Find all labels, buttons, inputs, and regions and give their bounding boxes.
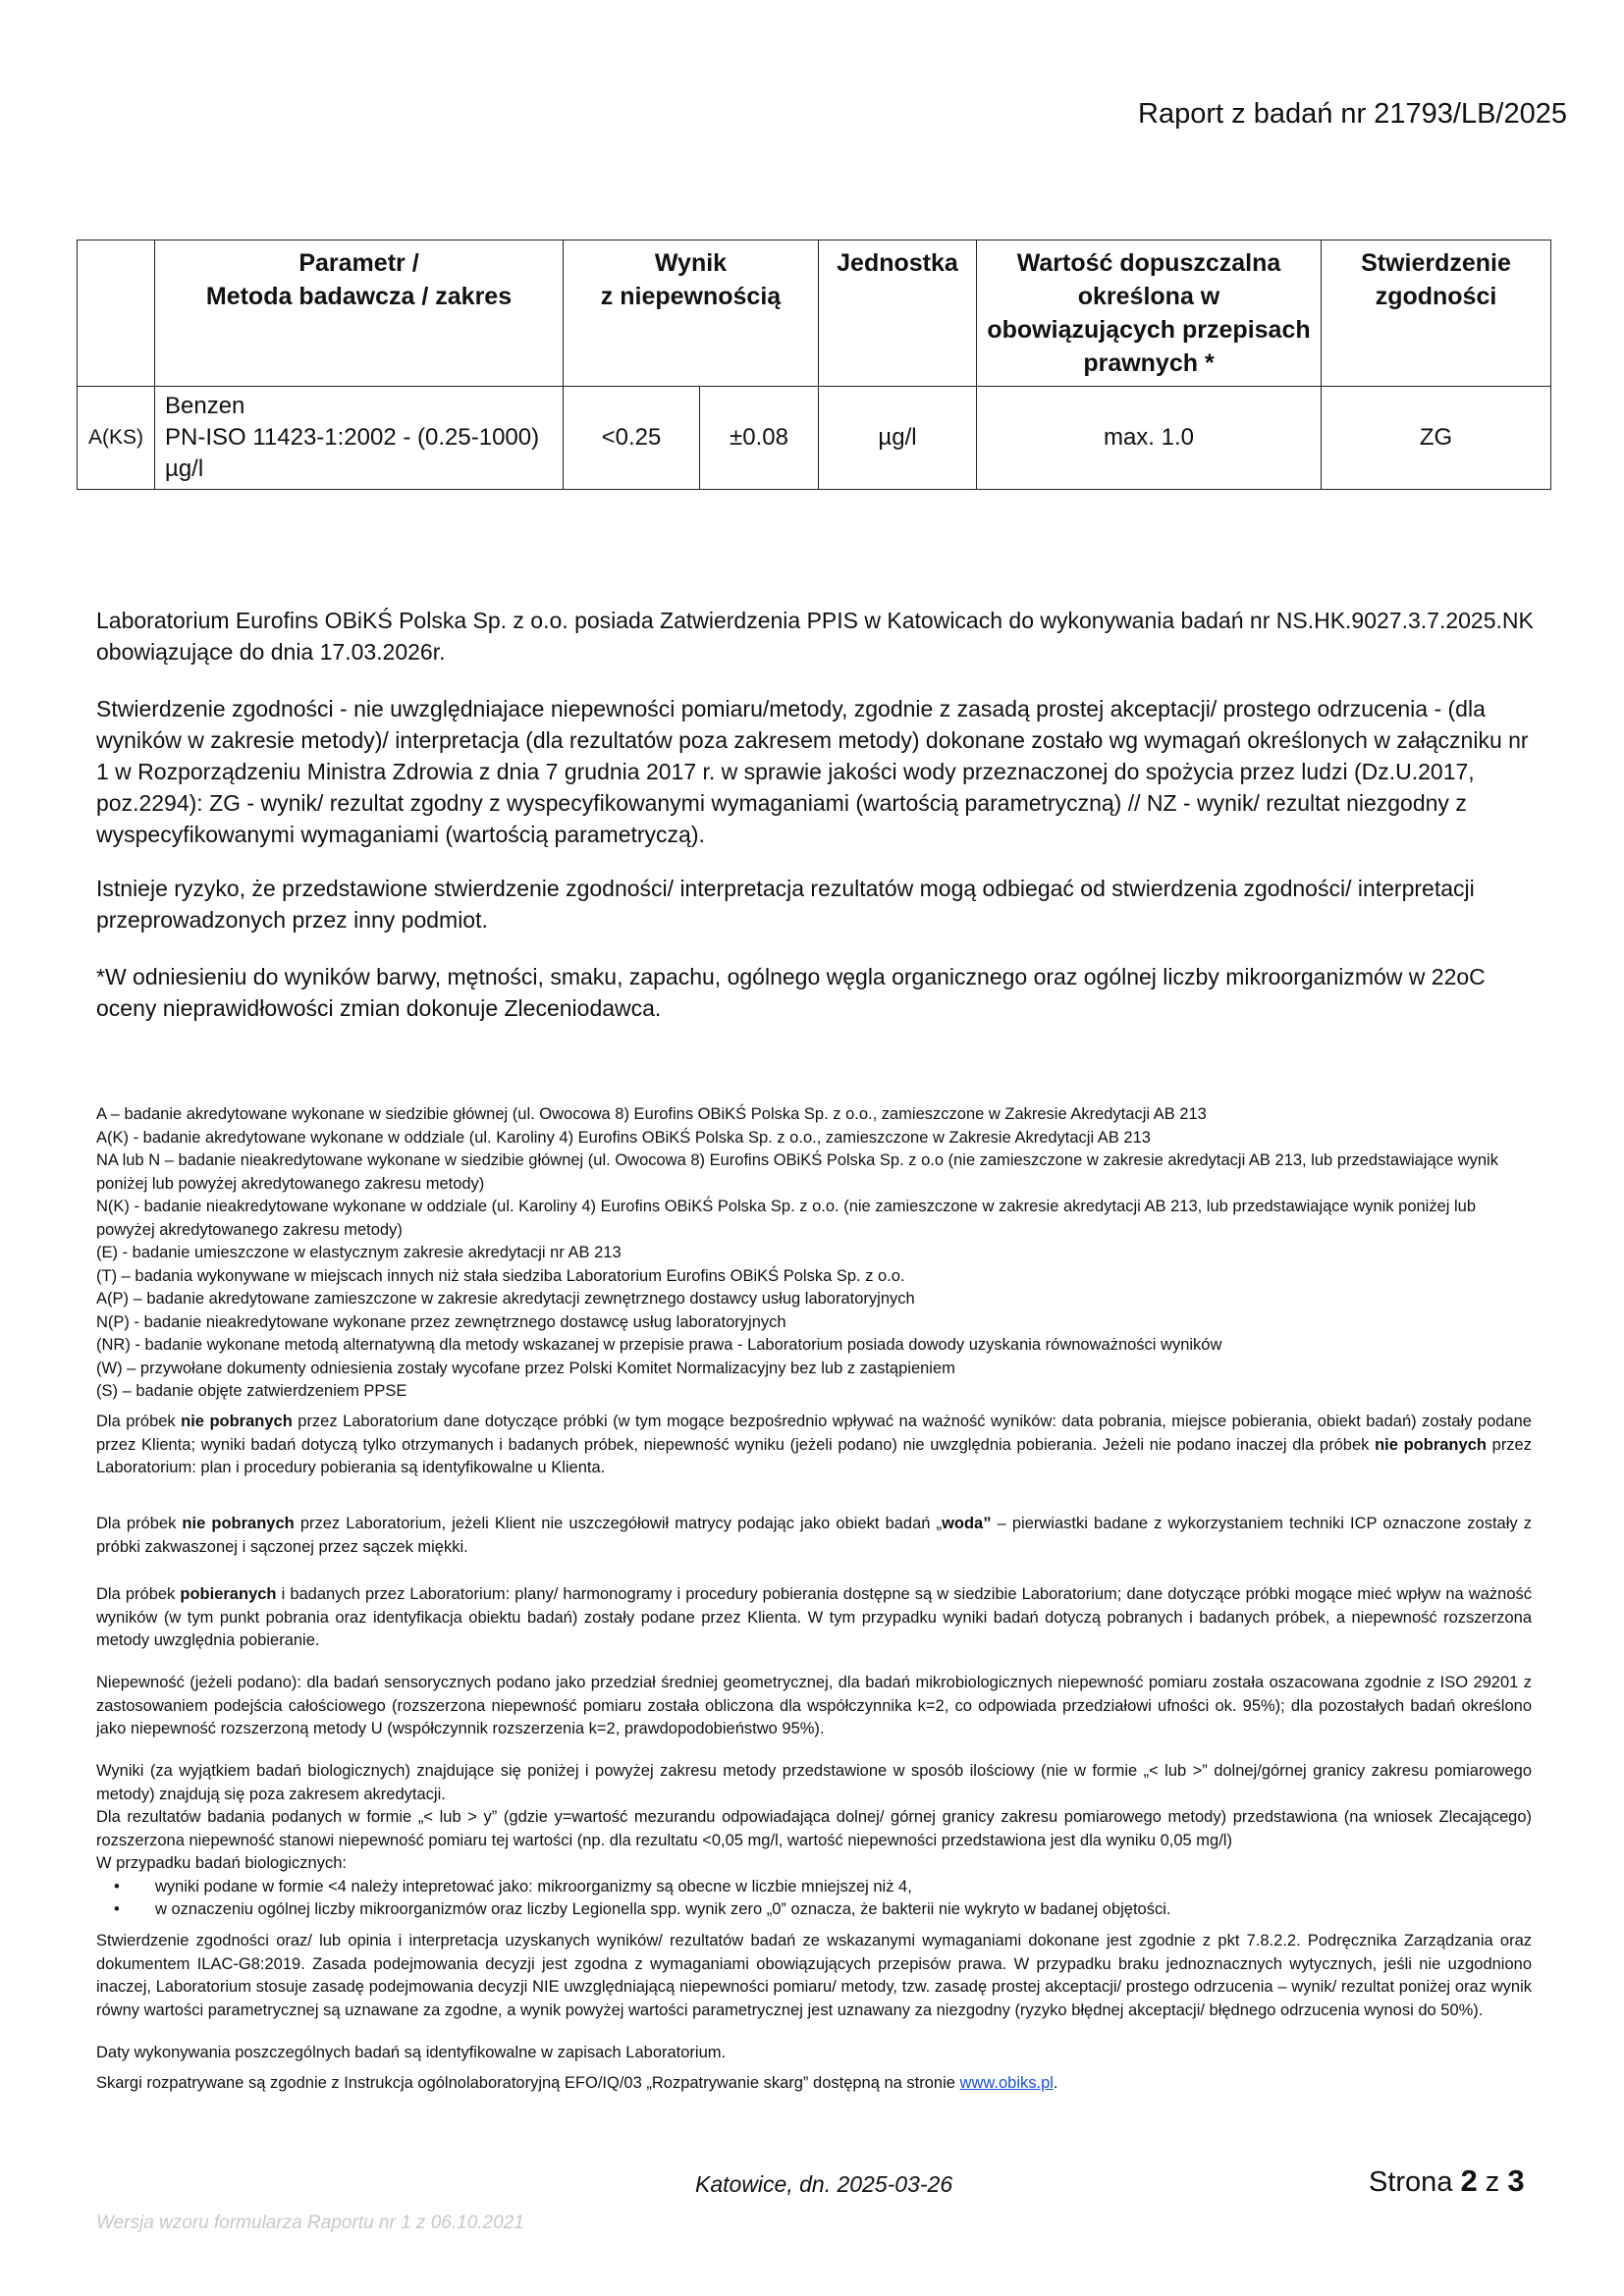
decision-rule-note: Stwierdzenie zgodności oraz/ lub opinia i interpretacja uzyskanych wyników/ rezultatów badań ze wskazanymi wymaganiami dokonane jest zgodnie z pkt 7.8.2.2. Podręcznika Zarządzania oraz dokumentem ILAC-G8:2019. Zasada podejmowania decyzji jest zgodna z wymaganiami obowiązujących przepisów prawa. W przypadku braku jednoznacznych wytycznych, jeśli nie uzgodniono inaczej, Laboratorium stosuje zasadę podejmowania decyzji NIE uwzględniającą niepewności pomiaru/ metody, tzw. zasadę prostej akceptacji/ prostego odrzucenia – wynik/ rezultat poniżej oraz wynik równy wartości parametrycznej są uznawane za zgodne, a wynik powyżej wartości parametrycznej jest uznawany za niezgodny (ryzyko błędnej akceptacji/ błędnego odrzucenia wynosi do 50%). (96, 1932, 1532, 2019)
report-number: Raport z badań nr 21793/LB/2025 (1138, 98, 1567, 130)
legend-item: (S) – badanie objęte zatwierdzeniem PPSE (96, 1382, 407, 1400)
legend-item: A(K) - badanie akredytowane wykonane w oddziale (ul. Karoliny 4) Eurofins OBiKŚ Polska Sp. z o.o., zamieszczone w Zakresie Akredytacji AB 213 (96, 1128, 1151, 1147)
header-limit (977, 240, 1322, 387)
note-text: i badanych przez Laboratorium: plany/ harmonogramy i procedury pobierania dostępne są w siedzibie Laboratorium; dane dotyczące próbki mogące mieć wpływ na ważność wyników (w tym punkt pobrania oraz identyfikacja obiektu badań) zostały podane przez Klienta. W tym przypadku wyniki badań dotyczą pobranych i badanych próbek, a niepewność rozszerzona metody uwzględnia pobieranie. (96, 1585, 1532, 1649)
header-unit: Jednostka (819, 240, 977, 387)
ppis-approval-paragraph: Laboratorium Eurofins OBiKŚ Polska Sp. z o.o. posiada Zatwierdzenia PPIS w Katowicach do wykonywania badań nr NS.HK.9027.3.7.2025.NK obowiązujące do dnia 17.03.2026r. (96, 608, 1534, 665)
legend-item: A – badanie akredytowane wykonane w siedzibie głównej (ul. Owocowa 8) Eurofins OBiKŚ Polska Sp. z o.o., zamieszczone w Zakresie Akredytacji AB 213 (96, 1105, 1207, 1123)
note-bold: nie pobranych (182, 1515, 295, 1532)
legend-item: (NR) - badanie wykonane metodą alternatywną dla metody wskazanej w przepisie prawa - Laboratorium posiada dowody uzyskania równoważności wyników (96, 1336, 1222, 1354)
header-parameter (155, 240, 564, 387)
icp-note (96, 1513, 1532, 1559)
header-result-line2: z niepewnością (600, 283, 782, 310)
note-text: Dla próbek (96, 1585, 181, 1603)
note-bold: nie pobranych (1375, 1435, 1487, 1454)
header-result-line1: Wynik (654, 249, 728, 277)
row-parameter-range-unit: µg/l (165, 455, 204, 482)
page-current: 2 (1460, 2163, 1478, 2198)
sampled-note (96, 1583, 1532, 1653)
list-item: • w oznaczeniu ogólnej liczby mikroorganizmów oraz liczby Legionella spp. wynik zero „0” oznacza, że bakterii nie wykryto w badanej objętości. (155, 1898, 1532, 1922)
not-sampled-note (96, 1411, 1532, 1480)
legend-item: (E) - badanie umieszczone w elastycznym zakresie akredytacji nr AB 213 (96, 1244, 622, 1261)
page-word: Strona (1369, 2166, 1461, 2198)
results-table (77, 240, 1551, 490)
row-code: A(KS) (78, 387, 155, 490)
range-note: Wyniki (za wyjątkiem badań biologicznych) znajdujące się poniżej i powyżej zakresu metody przedstawione w sposób ilościowy (nie w formie „< lub >” dolnej/górnej granicy zakresu pomiarowego metody) znajdują się poza zakresem akredytacji. (96, 1762, 1532, 1803)
note-bold: woda” (942, 1515, 992, 1532)
header-parameter-line2: Metoda badawcza / zakres (205, 283, 513, 310)
header-conformity-line1: Stwierdzenie (1361, 249, 1511, 277)
note-bold: nie pobranych (181, 1413, 293, 1430)
header-limit-line2: określona w (1077, 283, 1220, 310)
note-text: – pierwiastki badane z wykorzystaniem techniki ICP oznaczone zostały z próbki zakwaszonej i sączonej przez sączek miękki. (96, 1515, 1532, 1556)
legend-item: N(P) - badanie nieakredytowane wykonane przez zewnętrznego dostawcę usług laboratoryjnych (96, 1312, 786, 1331)
table-header-row (78, 240, 1551, 387)
biological-bullet-list (96, 1876, 1532, 1922)
row-limit: max. 1.0 (977, 387, 1322, 490)
method-range-notes (96, 1760, 1532, 1922)
note-text: . (1053, 2074, 1058, 2092)
uncertainty-note: Niepewność (jeżeli podano): dla badań sensorycznych podano jako przedział średniej geometrycznej, dla badań mikrobiologicznych niepewność pomiaru została oszacowana zgodnie z ISO 29201 z zastosowaniem podejścia całościowego (rozszerzona niepewność pomiaru została obliczona dla współczynnika k=2, co odpowiada przedziałowi ufności ok. 95%); dla pozostałych badań określono jako niepewność rozszerzoną metody U (współczynnik rozszerzenia k=2, prawdopodobieństwo 95%). (96, 1674, 1532, 1737)
note-text: Skargi rozpatrywane są zgodnie z Instrukcja ogólnolaboratoryjną EFO/IQ/03 „Rozpatrywanie skarg” dostępną na stronie (96, 2074, 960, 2092)
header-limit-line3: obowiązujących przepisach (987, 316, 1311, 344)
note-text: przez Laboratorium, jeżeli Klient nie uszczegółowił matrycy podając jako obiekt badań „ (294, 1515, 943, 1532)
place-and-date: Katowice, dn. 2025-03-26 (695, 2171, 953, 2197)
row-parameter-name: Benzen (165, 393, 245, 419)
table-row (78, 387, 1551, 490)
row-unit: µg/l (819, 387, 977, 490)
legend-item: (W) – przywołane dokumenty odniesienia zostały wycofane przez Polski Komitet Normalizacyjny bez lub z zastąpieniem (96, 1359, 955, 1377)
legend-item: N(K) - badanie nieakredytowane wykonane w oddziale (ul. Karoliny 4) Eurofins OBiKŚ Polska Sp. z o.o. (nie zamieszczone w zakresie akredytacji AB 213, lub przedstawiające wynik poniżej lub powyżej akredytowanego zakresu metody) (96, 1198, 1477, 1239)
row-parameter-method: PN-ISO 11423-1:2002 - (0.25-1000) (165, 424, 540, 451)
legend-item: NA lub N – badanie nieakredytowane wykonane w siedzibie głównej (ul. Owocowa 8) Eurofins OBiKŚ Polska Sp. z o.o (nie zamieszczone w zakresie akredytacji AB 213, lub przedstawiające wynik poniżej lub powyżej akredytowanego zakresu metody) (96, 1151, 1498, 1193)
note-text: przez Laboratorium dane dotyczące próbki (w tym mogące bezpośrednio wpływać na ważność wyników: data pobrania, miejsce pobierania, obiekt badań) zostały podane przez Klienta; wyniki badań dotyczą tylko otrzymanych i badanych próbek, niepewność wyniku (jeżeli podano) nie uwzględnia pobierania. Jeżeli nie podano inaczej dla próbek (96, 1413, 1532, 1454)
note-text: Dla próbek (96, 1413, 182, 1430)
header-limit-line4: prawnych * (1083, 349, 1215, 377)
page-separator: z (1477, 2166, 1508, 2198)
list-item: • wyniki podane w formie <4 należy intepretować jako: mikroorganizmy są obecne w liczbie mniejszej niż 4, (155, 1876, 1532, 1899)
conformity-paragraph: Stwierdzenie zgodności - nie uwzględniajace niepewności pomiaru/metody, zgodnie z zasadą prostej akceptacji/ prostego odrzucenia - (dla wyników w zakresie metody)/ interpretacja (dla rezultatów poza zakresem metody) dokonane zostało wg wymagań określonych w załączniku nr 1 w Rozporządzeniu Ministra Zdrowia z dnia 7 grudnia 2017 r. w sprawie jakości wody przeznaczonej do spożycia przez ludzi (Dz.U.2017, poz.2294): ZG - wynik/ rezultat zgodny z wyspecyfikowanymi wymaganiami (wartością parametryczną) // NZ - wynik/ rezultat niezgodny z wyspecyfikowanymi wymaganiami (wartością parametryczą). (96, 696, 1529, 847)
note-text: przez Laboratorium: plan i procedury pobierania są identyfikowalne u Klienta. (96, 1435, 1532, 1476)
header-conformity-line2: zgodności (1375, 283, 1497, 310)
note-text: Dla próbek (96, 1515, 183, 1532)
row-result: <0.25 (564, 387, 700, 490)
legend-item: (T) – badania wykonywane w miejscach innych niż stała siedziba Laboratorium Eurofins OBiKŚ Polska Sp. z o.o. (96, 1266, 905, 1285)
complaints-note (96, 2072, 1532, 2096)
obiks-website-link[interactable]: www.obiks.pl (959, 2074, 1054, 2092)
header-parameter-line1: Parametr / (298, 249, 419, 277)
biological-intro: W przypadku badań biologicznych: (96, 1854, 347, 1872)
header-result (564, 240, 819, 387)
accreditation-legend (96, 1103, 1532, 1404)
page-number (1369, 2163, 1525, 2199)
note-bold: pobieranych (180, 1585, 277, 1603)
row-parameter (155, 387, 564, 490)
header-conformity (1322, 240, 1551, 387)
row-uncertainty: ±0.08 (700, 387, 819, 490)
page-total: 3 (1507, 2163, 1525, 2198)
legend-item: A(P) – badanie akredytowane zamieszczone w zakresie akredytacji zewnętrznego dostawcy usług laboratoryjnych (96, 1290, 915, 1308)
form-version: Wersja wzoru formularza Raportu nr 1 z 06.10.2021 (96, 2213, 524, 2233)
row-conformity: ZG (1322, 387, 1551, 490)
test-dates-note: Daty wykonywania poszczególnych badań są identyfikowalne w zapisach Laboratorium. (96, 2044, 727, 2061)
star-footnote-paragraph: *W odniesieniu do wyników barwy, mętności, smaku, zapachu, ogólnego węgla organicznego oraz ogólnej liczby mikroorganizmów w 22oC oceny nieprawidłowości zmian dokonuje Zleceniodawca. (96, 964, 1486, 1021)
risk-paragraph: Istnieje ryzyko, że przedstawione stwierdzenie zgodności/ interpretacja rezultatów mogą odbiegać od stwierdzenia zgodności/ interpretacji przeprowadzonych przez inny podmiot. (96, 876, 1475, 933)
header-limit-line1: Wartość dopuszczalna (1016, 249, 1281, 277)
range-note: Dla rezultatów badania podanych w formie „< lub > y” (gdzie y=wartość mezurandu odpowiadająca dolnej/ górnej granicy zakresu pomiarowego metody) przedstawiona (na wniosek Zlecającego) rozszerzona niepewność stanowi niepewność pomiaru tej wartości (np. dla rezultatu <0,05 mg/l, wartość niepewności przedstawiona jest dla wyniku 0,05 mg/l) (96, 1808, 1532, 1849)
header-code (78, 240, 155, 387)
